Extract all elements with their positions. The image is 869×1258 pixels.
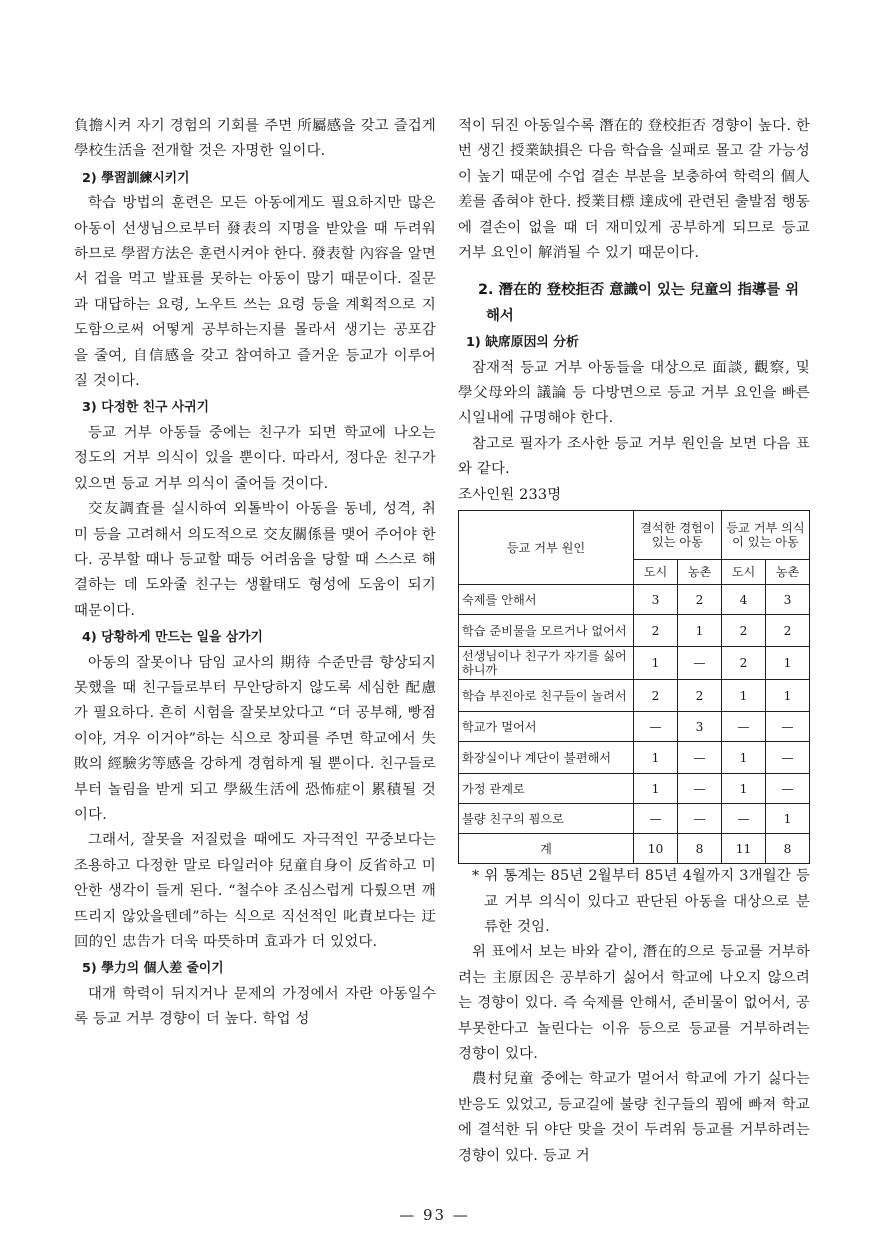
subsection-heading: 2) 學習訓練시키기 [82,170,190,186]
value-cell: 1 [721,680,765,712]
paragraph: 위 표에서 보는 바와 같이, 潛在的으로 등교를 거부하려는 主原因은 공부하기 싫어서 학교에 나오지 않으려는 경향이 있다. 즉 숙제를 안해서, 준비물이 없어서, 공부못한다고 놀린다는 이유 등으로 등교를 거부하려는 경향이 있다. [458,944,810,1062]
header-city: 도시 [721,560,765,585]
value-cell: 3 [633,585,677,615]
value-cell: 1 [633,647,677,680]
value-cell: 2 [677,680,721,712]
cause-cell: 화장실이나 계단이 불편해서 [459,742,634,774]
value-cell: — [765,712,809,742]
paragraph: 등교 거부 아동들 중에는 친구가 되면 학교에 나오는 정도의 거부 의식이 있을 뿐이다. 따라서, 정다운 친구가 있으면 등교 거부 의식이 줄어들 것이다. [74,424,436,492]
paragraph: 農村兒童 중에는 학교가 멀어서 학교에 가기 싫다는 반응도 있었고, 등교길에 불량 친구들의 꾐에 빠져 학교에 결석한 뒤 야단 맞을 것이 두려워 등교를 거부하려는 경향이 있다. 등교 거 [458,1071,810,1164]
total-cell: 11 [721,834,765,864]
value-cell: 1 [765,804,809,834]
cause-cell: 학습 준비물을 모르거나 없어서 [459,615,634,647]
table-row [459,615,810,647]
value-cell: — [765,774,809,804]
total-label: 계 [459,834,634,864]
cause-cell: 가정 관계로 [459,774,634,804]
paragraph: 적이 뒤진 아동일수록 潛在的 登校拒否 경향이 높다. 한번 생긴 授業缺損은 다음 학습을 실패로 몰고 갈 가능성이 높기 때문에 수업 결손 부분을 보충하여 학력의 個人差를 좁혀야 한다. 授業目標 達成에 관련된 출발점 행동에 결손이 없을 때 더 재미있게 공부하게 되므로 등교 거부 요인이 解消될 수 있기 때문이다. [458,118,810,262]
total-cell: 8 [677,834,721,864]
value-cell: 3 [677,712,721,742]
total-cell: 8 [765,834,809,864]
subsection-heading: 5) 學力의 個人差 줄이기 [82,961,224,977]
header-rural: 농촌 [765,560,809,585]
left-column [74,114,436,1033]
cause-cell: 학습 부진아로 친구들이 놀려서 [459,680,634,712]
value-cell: 2 [633,680,677,712]
paragraph: 交友調査를 실시하여 외톨박이 아동을 동네, 성격, 취미 등을 고려해서 의도적으로 交友關係를 맺어 주어야 한다. 공부할 때나 등교할 때등 어려움을 당할 때 스스로 해결하는 데 도와줄 친구는 생활태도 형성에 도움이 되기 때문이다. [74,501,436,619]
table-row [459,680,810,712]
subsection-heading: 4) 당황하게 만드는 일을 삼가기 [82,630,263,646]
cause-cell: 불량 친구의 꾐으로 [459,804,634,834]
value-cell: 3 [765,585,809,615]
survey-table [458,510,810,864]
header-refusal-group: 등교 거부 의식이 있는 아동 [721,511,809,560]
section-heading: 2. 潛在的 登校拒否 意識이 있는 兒童의 指導를 위해서 [478,282,800,324]
value-cell: 2 [677,585,721,615]
cause-cell: 숙제를 안해서 [459,585,634,615]
table-row [459,804,810,834]
header-rural: 농촌 [677,560,721,585]
value-cell: — [677,647,721,680]
table-row [459,712,810,742]
value-cell: 2 [765,615,809,647]
table-total-row [459,834,810,864]
page-number: — 93 — [399,1206,470,1224]
value-cell: 1 [721,774,765,804]
value-cell: — [633,712,677,742]
paragraph: 負擔시켜 자기 경험의 기회를 주면 所屬感을 갖고 즐겁게 學校生活을 전개할 것은 자명한 일이다. [74,118,436,160]
table-row [459,742,810,774]
subsection-heading: 3) 다정한 친구 사귀기 [82,400,210,416]
subsection-heading: 1) 缺席原因의 分析 [466,335,579,351]
value-cell: — [721,712,765,742]
value-cell: — [677,742,721,774]
value-cell: 1 [677,615,721,647]
value-cell: 1 [721,742,765,774]
paragraph: 학습 방법의 훈련은 모든 아동에게도 필요하지만 많은 아동이 선생님으로부터 發表의 지명을 받았을 때 두려워하므로 學習方法은 훈련시켜야 한다. 發表할 內容을 알면서 겁을 먹고 발표를 못하는 아동이 많기 때문이다. 질문과 대답하는 요령, 노우트 쓰는 요령 등을 계획적으로 지도함으로써 어떻게 공부하는지를 몰라서 생기는 공포감을 줄여, 自信感을 갖고 참여하고 즐거운 등교가 이루어질 것이다. [74,195,436,390]
paragraph: 잠재적 등교 거부 아동들을 대상으로 面談, 觀察, 및 學父母와의 議論 등 다방면으로 등교 거부 요인을 빠른 시일내에 규명해야 한다. [458,359,810,427]
value-cell: 1 [765,680,809,712]
value-cell: 1 [633,742,677,774]
value-cell: 1 [765,647,809,680]
table-row [459,647,810,680]
value-cell: 4 [721,585,765,615]
value-cell: 2 [721,615,765,647]
header-absent-group: 결석한 경험이 있는 아동 [633,511,721,560]
value-cell: — [677,774,721,804]
table-row [459,585,810,615]
cause-cell: 학교가 멀어서 [459,712,634,742]
total-cell: 10 [633,834,677,864]
survey-count-note: 조사인원 233명 [458,486,562,503]
table-row [459,774,810,804]
paragraph: 아동의 잘못이나 담임 교사의 期待 수준만큼 향상되지 못했을 때 친구들로부터 무안당하지 않도록 세심한 配慮가 필요하다. 흔히 시험을 잘못보았다고 “더 공부해, 빵점이야, 겨우 이거야”하는 식으로 창피를 주면 학교에서 失敗의 經驗劣等感을 강하게 경험하게 될 뿐이다. 친구들로부터 놀림을 받게 되고 學級生活에 恐怖症이 累積될 것이다. [74,654,436,823]
cause-cell: 선생님이나 친구가 자기를 싫어하니까 [459,647,634,680]
value-cell: — [677,804,721,834]
paragraph: 그래서, 잘못을 저질렀을 때에도 자극적인 꾸중보다는 조용하고 다정한 말로 타일러야 兒童自身이 反省하고 미안한 생각이 들게 된다. “철수야 조심스럽게 다뤘으면 깨뜨리지 않았을텐데”하는 식으로 직선적인 叱責보다는 迂回的인 忠告가 더욱 따뜻하며 효과가 더 있었다. [74,832,436,950]
value-cell: 2 [633,615,677,647]
value-cell: 1 [633,774,677,804]
paragraph: 대개 학력이 뒤지거나 문제의 가정에서 자란 아동일수록 등교 거부 경향이 더 높다. 학업 성 [74,985,436,1028]
right-column [458,114,810,1169]
header-city: 도시 [633,560,677,585]
table-footnote: * 위 통계는 85년 2월부터 85년 4월까지 3개월간 등교 거부 의식이 있다고 판단된 아동을 대상으로 분류한 것임. [472,868,810,935]
value-cell: — [721,804,765,834]
value-cell: — [765,742,809,774]
value-cell: 2 [721,647,765,680]
paragraph: 참고로 필자가 조사한 등교 거부 원인을 보면 다음 표와 같다. [458,435,810,478]
value-cell: — [633,804,677,834]
header-cause: 등교 거부 원인 [459,511,634,585]
